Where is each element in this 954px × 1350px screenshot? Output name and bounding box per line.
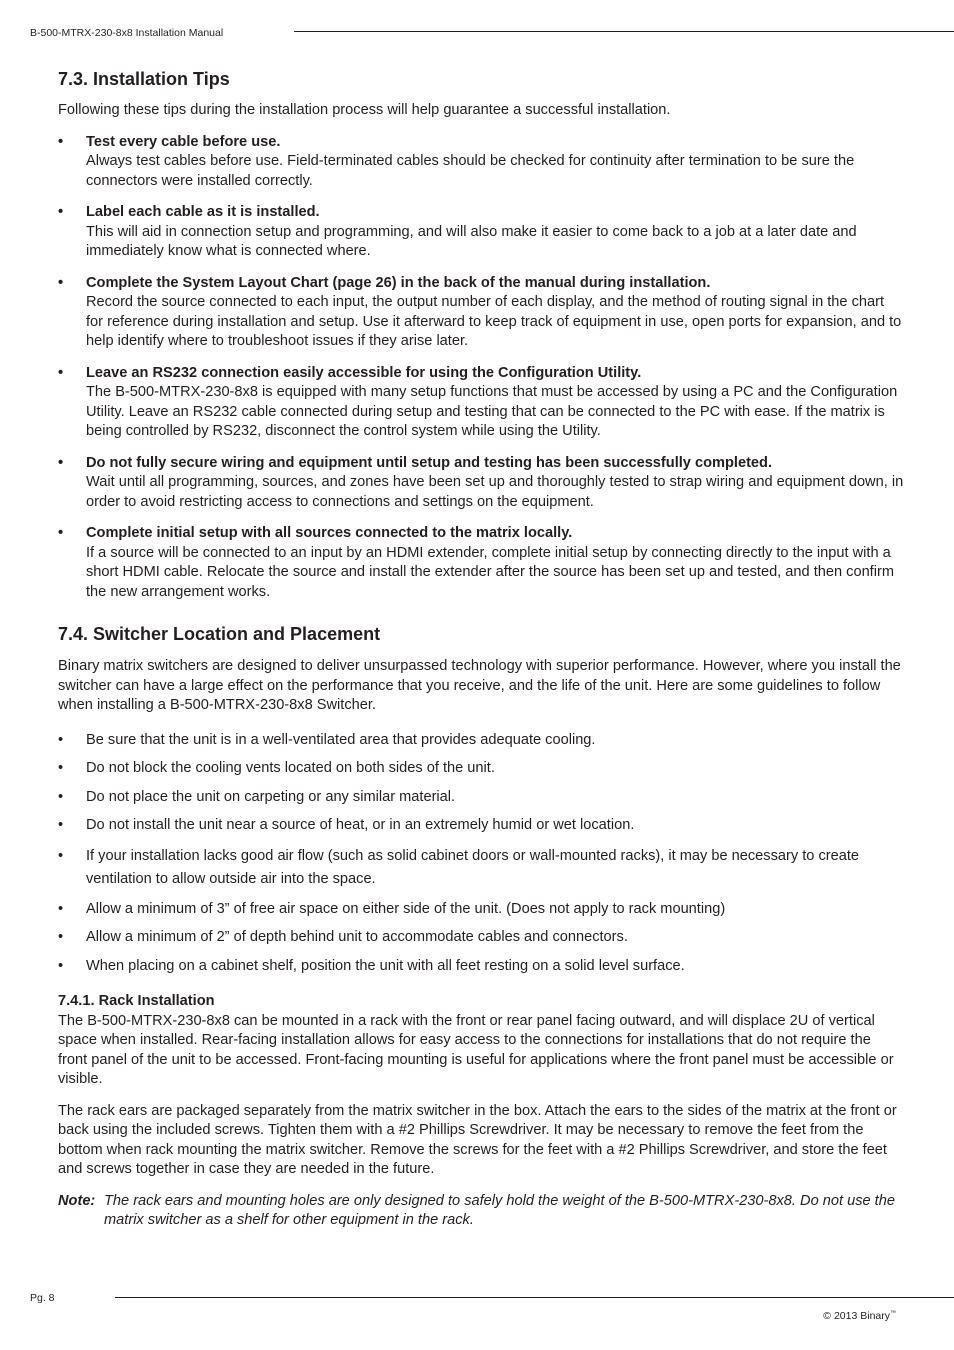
tip-item <box>58 133 904 192</box>
tip-item <box>58 274 904 352</box>
guideline-text: Do not block the cooling vents located on both sides of the unit. <box>86 760 495 776</box>
guideline-text: Allow a minimum of 3” of free air space on either side of the unit. (Does not apply to rack mounting) <box>86 900 726 917</box>
tip-item <box>58 524 904 602</box>
header-divider <box>294 31 954 32</box>
bullet: • <box>58 274 64 291</box>
tip-body: The B-500-MTRX-230-8x8 is equipped with many setup functions that must be accessed by using a PC and the Configuration Utility. Leave an RS232 cable connected during setup and testing that can be connected to the PC with ease. If the matrix is being controlled by RS232, disconnect the control system while using the Utility. <box>86 384 898 439</box>
tip-title: Do not fully secure wiring and equipment until setup and testing has been successfully completed. <box>86 454 773 471</box>
footer-divider <box>115 1297 954 1298</box>
bullet: • <box>58 133 64 150</box>
guideline-text: Do not install the unit near a source of heat, or in an extremely humid or wet location. <box>86 817 635 833</box>
tip-body: Always test cables before use. Field-terminated cables should be checked for continuity after termination to be sure the connectors were installed correctly. <box>86 153 855 189</box>
bullet: • <box>58 817 64 833</box>
note-text: The rack ears and mounting holes are only designed to safely hold the weight of the B-500-MTRX-230-8x8. Do not use the matrix switcher as a shelf for other equipment in the rack. <box>104 1192 895 1228</box>
tip-item <box>58 364 904 442</box>
tip-body: This will aid in connection setup and programming, and will also make it easier to come back to a job at a later date and immediately know what is connected where. <box>86 223 857 259</box>
guideline-item <box>58 788 904 808</box>
tip-title: Label each cable as it is installed. <box>86 204 320 220</box>
bullet: • <box>58 900 64 917</box>
tip-body: Record the source connected to each input, the output number of each display, and the method of routing signal in the chart for reference during installation and setup. Use it afterward to keep track of equipment in use, open ports for expansion, and to help identify where to troubleshoot issues if they arise later. <box>86 294 902 349</box>
section-heading-installation-tips: 7.3. Installation Tips <box>58 69 230 89</box>
tip-body: If a source will be connected to an input by an HDMI extender, complete initial setup by connecting directly to the input with a short HDMI cable. Relocate the source and install the extender after the source has been set up and tested, and then confirm the new arrangement works. <box>86 544 894 600</box>
tip-item <box>58 454 904 513</box>
bullet: • <box>58 454 64 471</box>
guideline-item <box>58 845 904 891</box>
note-label: Note: <box>58 1192 96 1209</box>
guideline-text: If your installation lacks good air flow (such as solid cabinet doors or wall-mounted racks), it may be necessary to create ventilation to allow outside air into the space. <box>86 847 860 887</box>
guideline-item <box>58 900 904 920</box>
guideline-item <box>58 957 904 977</box>
guideline-text: Be sure that the unit is in a well-ventilated area that provides adequate cooling. <box>86 731 596 748</box>
bullet: • <box>58 847 64 864</box>
installation-tips-list <box>58 133 904 603</box>
bullet: • <box>58 788 64 805</box>
guideline-item <box>58 928 904 948</box>
copyright <box>823 1310 896 1322</box>
rack-note <box>58 1192 904 1231</box>
guideline-item <box>58 816 904 836</box>
document-title: B-500-MTRX-230-8x8 Installation Manual <box>30 27 224 39</box>
bullet: • <box>58 760 64 776</box>
page-number: Pg. 8 <box>30 1292 55 1304</box>
rack-installation-paragraph-1: The B-500-MTRX-230-8x8 can be mounted in a rack with the front or rear panel facing outward, and will displace 2U of vertical space when installed. Rear-facing installation allows for easy access to the connections for installations that do not require the front panel of the unit to be accessed. Front-facing mounting is useful for applications where the front panel must be accessible or visible. <box>58 1012 894 1087</box>
guideline-text: Allow a minimum of 2” of depth behind unit to accommodate cables and connectors. <box>86 929 628 945</box>
subsection-heading-rack-installation: 7.4.1. Rack Installation <box>58 993 215 1009</box>
bullet: • <box>58 364 64 381</box>
bullet: • <box>58 204 64 220</box>
guideline-text: Do not place the unit on carpeting or any similar material. <box>86 788 456 805</box>
bullet: • <box>58 525 64 541</box>
tip-title: Complete initial setup with all sources connected to the matrix locally. <box>86 525 573 541</box>
tip-title: Complete the System Layout Chart (page 26) in the back of the manual during installation. <box>86 274 711 291</box>
tip-title: Test every cable before use. <box>86 133 281 150</box>
guideline-item <box>58 759 904 779</box>
tip-title: Leave an RS232 connection easily accessible for using the Configuration Utility. <box>86 364 642 381</box>
trademark-symbol: ™ <box>890 1310 896 1317</box>
installation-tips-intro: Following these tips during the installation process will help guarantee a successful installation. <box>58 102 671 118</box>
section-heading-switcher-location: 7.4. Switcher Location and Placement <box>58 624 381 644</box>
bullet: • <box>58 731 64 748</box>
tip-body: Wait until all programming, sources, and zones have been set up and thoroughly tested to strap wiring and equipment down, in order to avoid restricting access to connections and settings on the equipment. <box>86 474 904 510</box>
tip-item <box>58 203 904 262</box>
bullet: • <box>58 929 64 945</box>
copyright-text: © 2013 Binary <box>823 1310 890 1322</box>
bullet: • <box>58 957 64 974</box>
placement-guidelines-list <box>58 731 904 977</box>
guideline-item <box>58 731 904 751</box>
page-content <box>58 68 904 1231</box>
guideline-text: When placing on a cabinet shelf, position the unit with all feet resting on a solid level surface. <box>86 957 685 974</box>
rack-installation-paragraph-2: The rack ears are packaged separately from the matrix switcher in the box. Attach the ears to the sides of the matrix at the front or back using the included screws. Tighten them with a #2 Phillips Screwdriver. It may be necessary to remove the feet from the bottom when rack mounting the matrix switcher. Remove the screws for the feet with a #2 Phillips Screwdriver, and store the feet and screws together in case they are needed in the future. <box>58 1102 897 1177</box>
switcher-location-intro: Binary matrix switchers are designed to deliver unsurpassed technology with superior performance. However, where you install the switcher can have a large effect on the performance that you receive, and the life of the unit. Here are some guidelines to follow when installing a B-500-MTRX-230-8x8 Switcher. <box>58 658 901 713</box>
